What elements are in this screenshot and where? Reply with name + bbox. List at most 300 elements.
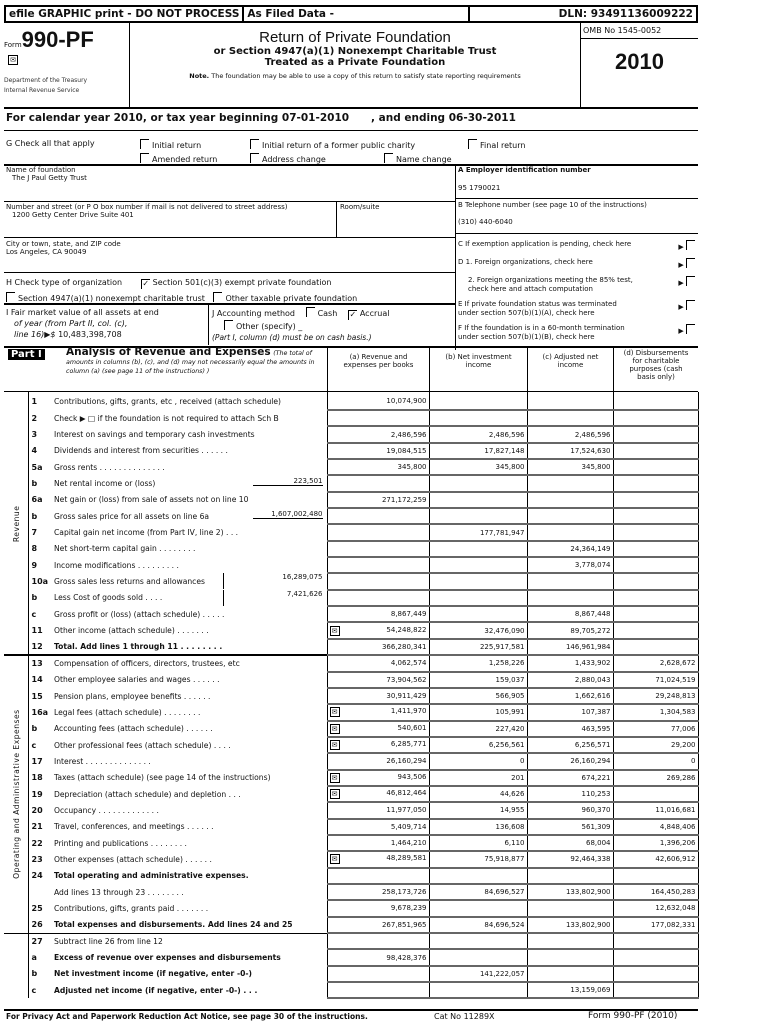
checkbox-cash[interactable]: Cash [306,309,338,318]
side-label-blank [4,933,28,998]
col-a-value [327,508,429,524]
col-a-value [327,786,429,802]
col-c-amount: 6,256,571 [574,741,611,750]
table-row [4,672,698,688]
col-a-value [327,721,429,737]
checkbox-amended-return[interactable]: Amended return [140,153,217,164]
col-d-amount: 1,396,206 [659,839,696,848]
tax-year: 2010 [615,49,664,74]
col-d-value [613,868,698,884]
col-b-value [429,900,527,916]
line-label [52,819,327,835]
col-a-amount: 26,160,294 [386,757,427,766]
col-c-amount: 92,464,338 [570,855,611,864]
line-label [52,426,327,442]
col-a-amount: 366,280,341 [381,642,427,651]
col-a-value [327,819,429,835]
line-number: 25 [31,903,43,913]
checkbox-final-return[interactable]: Final return [468,139,525,150]
col-d-value [613,606,698,622]
street-address: 1200 Getty Center Drive Suite 401 [12,211,134,219]
col-c-value [527,426,613,442]
name-label: Name of foundation [6,166,76,174]
fmv-label-1: I Fair market value of all assets at end [6,308,159,317]
line-label [52,835,327,851]
col-c-amount: 2,880,043 [574,675,611,684]
table-row [4,622,698,638]
col-c-amount: 24,364,149 [570,544,611,553]
line-label-text: Other employee salaries and wages . . . . . . [54,675,220,685]
line-number: 13 [31,659,43,669]
line-number: 2 [31,413,38,423]
table-row [4,819,698,835]
line-number: b [31,724,38,734]
col-a-value [327,492,429,508]
col-c-amount: 110,253 [581,790,611,799]
col-c-amount: 1,662,616 [574,692,611,701]
col-d-value [613,622,698,638]
col-c-amount: 2,486,596 [574,430,611,439]
col-a-amount: 11,977,050 [386,806,427,815]
col-c-value [527,492,613,508]
table-row [4,868,698,884]
col-a-value [327,851,429,867]
col-d-amount: 42,606,912 [655,855,696,864]
col-a-amount: 943,506 [397,772,427,781]
col-a-value [327,704,429,720]
line-label-text: Pension plans, employee benefits . . . . . . [54,691,211,701]
table-row [4,557,698,573]
col-c-value [527,639,613,655]
attach-schedule-icon[interactable]: ✉ [330,854,340,864]
dept-treasury: Department of the Treasury [4,77,88,84]
table-row [4,753,698,769]
col-d-value [613,688,698,704]
foundation-name: The J Paul Getty Trust [12,174,87,182]
line-label-text: Check ▶ □ if the foundation is not required to attach Sch B [54,413,279,423]
line-label [52,508,327,524]
col-a-amount: 19,084,515 [386,446,427,455]
attach-schedule-icon[interactable]: ✉ [330,707,340,717]
col-b-value [429,966,527,982]
col-b-value [429,590,527,606]
side-label-expenses: Operating and Administrative Expenses [4,655,28,933]
col-d-value [613,590,698,606]
col-d-value [613,966,698,982]
col-b-value [429,655,527,671]
col-c-value [527,802,613,818]
check-f[interactable]: F If the foundation is in a 60-month termination under section 507(b)(1)(B), check here ▶ [458,324,698,342]
form-subtitle-1: or Section 4947(a)(1) Nonexempt Charitable Trust [213,46,497,57]
col-b-amount: 75,918,877 [484,855,525,864]
line-label-text: Occupancy . . . . . . . . . . . . . [54,805,159,815]
col-c-value [527,917,613,933]
checkbox-other-method[interactable]: Other (specify) _ [212,320,389,332]
col-b-value [429,982,527,998]
col-b-value [429,949,527,965]
checkbox-initial-return[interactable]: Initial return [140,139,201,150]
col-b-value [429,884,527,900]
line-label-text: Gross sales less returns and allowances [54,577,205,587]
col-b-value [429,492,527,508]
col-d-amount: 4,848,406 [659,822,696,831]
line-label-text: Legal fees (attach schedule) . . . . . . . . [54,707,201,717]
attach-schedule-icon[interactable]: ✉ [330,789,340,799]
line-label [52,982,327,998]
form-word: Form [4,41,22,49]
col-c-value [527,884,613,900]
col-c-value [527,606,613,622]
line-number: b [31,511,38,521]
col-d-header: (d) Disbursements for charitable purposes (cash basis only) [613,348,698,392]
table-row [4,884,698,900]
col-b-value [429,672,527,688]
line-label-text: Other income (attach schedule) . . . . . . . [54,626,209,636]
col-a-value [327,655,429,671]
col-c-amount: 3,778,074 [574,561,611,570]
street-label: Number and street (or P O box number if mail is not delivered to street address) [6,203,288,211]
line-label [52,966,327,982]
check-g-label: G Check all that apply [6,139,95,148]
col-c-amount: 26,160,294 [570,757,611,766]
line-number: 24 [31,871,43,881]
col-d-value [613,819,698,835]
line-label-text: Less Cost of goods sold . . . . [54,593,163,603]
table-row [4,655,698,671]
fmv-label-3: line 16)▶$ [14,330,56,339]
col-d-value [613,639,698,655]
line-label-text: Contributions, gifts, grants paid . . . . . . . [54,903,209,913]
line-number: 27 [31,936,43,946]
col-b-amount: 32,476,090 [484,626,525,635]
col-b-value [429,426,527,442]
line-label [52,392,327,410]
h-label: H Check type of organization [6,278,123,287]
line-label [52,900,327,916]
table-row [4,835,698,851]
table-row [4,492,698,508]
col-a-amount: 1,411,970 [390,707,427,716]
fmv-value: 10,483,398,708 [58,330,122,339]
line-number: 8 [31,544,38,554]
phone-label: B Telephone number (see page 10 of the instructions) [458,201,647,209]
col-d-value [613,426,698,442]
col-b-value [429,524,527,540]
col-a-value [327,475,429,491]
line-label [52,459,327,475]
col-c-value [527,835,613,851]
table-row [4,443,698,459]
table-row [4,688,698,704]
line-number: b [31,969,38,979]
col-c-value [527,459,613,475]
table-row [4,426,698,442]
ein-label: A Employer identification number [458,166,591,174]
inline-amount: 7,421,626 [223,590,323,606]
line-number: a [31,953,37,963]
table-row [4,606,698,622]
col-b-value [429,443,527,459]
col-b-value [429,835,527,851]
line-label [52,573,327,589]
col-d-value [613,721,698,737]
line-number: 21 [31,822,43,832]
col-a-value [327,459,429,475]
table-row [4,949,698,965]
col-d-value [613,573,698,589]
col-c-value [527,541,613,557]
note-label: Note. [189,72,210,80]
line-number: 9 [31,560,38,570]
col-b-value [429,721,527,737]
col-c-amount: 960,370 [581,806,611,815]
col-c-value [527,868,613,884]
col-b-amount: 84,696,524 [484,920,525,929]
table-row [4,524,698,540]
col-a-value [327,753,429,769]
col-b-value [429,392,527,410]
col-b-value [429,459,527,475]
col-b-amount: 6,110 [504,839,525,848]
line-label [52,721,327,737]
line-label [52,557,327,573]
col-b-value [429,704,527,720]
attach-schedule-icon[interactable]: ✉ [330,626,340,636]
col-b-value [429,917,527,933]
col-c-amount: 8,867,448 [574,610,611,619]
table-row [4,900,698,916]
attach-schedule-icon[interactable]: ✉ [330,740,340,750]
col-d-value [613,933,698,949]
col-d-value [613,392,698,410]
col-d-amount: 1,304,583 [659,708,696,717]
checkbox-name-change[interactable]: Name change [384,153,452,164]
col-c-value [527,949,613,965]
col-d-amount: 2,628,672 [659,659,696,668]
line-label-text: Accounting fees (attach schedule) . . . . . . [54,724,213,734]
col-b-amount: 227,420 [495,724,525,733]
tax-year-line: For calendar year 2010, or tax year beginning 07-01-2010 , and ending 06-30-2011 [6,112,516,124]
line-label-text: Total. Add lines 1 through 11 . . . . . . . . [54,641,223,651]
checkbox-accrual[interactable]: ✓ Accrual [349,309,390,319]
table-row [4,392,698,410]
form-title: Return of Private Foundation [259,29,451,46]
col-d-amount: 177,082,331 [650,920,696,929]
col-a-value [327,541,429,557]
col-c-value [527,392,613,410]
col-c-value [527,982,613,998]
line-label-text: Gross profit or (loss) (attach schedule) . . . . . [54,609,225,619]
col-d-value [613,541,698,557]
col-a-amount: 30,911,429 [386,692,427,701]
col-a-value [327,557,429,573]
line-number: 3 [31,430,38,440]
check-d2[interactable]: 2. Foreign organizations meeting the 85% test, check here and attach computation ▶ [458,276,698,294]
col-b-amount: 201 [511,773,525,782]
line-label [52,541,327,557]
cash-basis-note: (Part I, column (d) must be on cash basis.) [212,333,372,342]
col-c-value [527,475,613,491]
col-c-value [527,508,613,524]
line-label-text: Depreciation (attach schedule) and depletion . . . [54,789,241,799]
table-row [4,933,698,949]
check-d1[interactable]: D 1. Foreign organizations, check here ▶ [458,258,698,270]
attach-schedule-icon[interactable]: ✉ [330,773,340,783]
col-c-value [527,443,613,459]
line-label [52,868,327,884]
col-a-header: (a) Revenue and expenses per books [327,348,429,392]
checkbox-initial-former-public[interactable]: Initial return of a former public charity [250,139,415,150]
form-subtitle-2: Treated as a Private Foundation [264,57,446,68]
col-d-value [613,492,698,508]
attach-schedule-icon[interactable]: ✉ [330,724,340,734]
col-d-amount: 71,024,519 [655,675,696,684]
line-number [28,884,52,900]
table-row [4,704,698,720]
col-d-value [613,900,698,916]
col-d-value [613,410,698,426]
col-c-value [527,819,613,835]
side-label-revenue: Revenue [4,392,28,655]
col-d-amount: 164,450,283 [650,888,696,897]
col-a-amount: 6,285,771 [390,740,427,749]
privacy-notice: For Privacy Act and Paperwork Reduction Act Notice, see page 30 of the instructions. [6,1012,368,1021]
line-label [52,917,327,933]
form-number: 990-PF [21,27,94,52]
col-a-value [327,835,429,851]
line-number: 1 [31,396,38,406]
line-number: 10a [31,577,49,587]
col-d-value [613,770,698,786]
line-number: 11 [31,626,43,636]
col-a-amount: 46,812,464 [386,789,427,798]
col-b-amount: 105,991 [495,708,525,717]
form-header [4,23,698,109]
table-row [4,590,698,606]
check-e[interactable]: E If private foundation status was terminated under section 507(b)(1)(A), check here ▶ [458,300,698,318]
col-b-value [429,606,527,622]
col-b-amount: 84,696,527 [484,888,525,897]
line-label [52,770,327,786]
col-c-amount: 107,387 [581,708,611,717]
col-b-value [429,541,527,557]
col-c-value [527,672,613,688]
city-state-zip: Los Angeles, CA 90049 [6,248,87,256]
line-number: 14 [31,675,43,685]
line-label [52,655,327,671]
col-c-header: (c) Adjusted net income [527,348,613,392]
city-label: City or town, state, and ZIP code [6,240,121,248]
dln-label: DLN: 93491136009222 [558,8,693,20]
col-c-amount: 13,159,069 [570,986,611,995]
col-a-value [327,606,429,622]
line-number: 26 [31,920,43,930]
col-d-value [613,704,698,720]
col-b-amount: 17,827,148 [484,446,525,455]
col-b-amount: 44,626 [500,790,525,799]
table-row [4,770,698,786]
line-label-text: Compensation of officers, directors, trustees, etc [54,659,240,669]
line-label [52,606,327,622]
line-label-text: Gross rents . . . . . . . . . . . . . . [54,462,165,472]
line-label [52,786,327,802]
table-row [4,475,698,491]
col-b-value [429,688,527,704]
col-b-amount: 14,955 [500,806,525,815]
room-label: Room/suite [340,203,380,211]
line-number: 15 [31,691,43,701]
efile-label: efile GRAPHIC print - DO NOT PROCESS [6,7,244,21]
col-b-amount: 345,800 [495,463,525,472]
table-row [4,737,698,753]
line-number: 17 [31,756,43,766]
col-d-amount: 29,248,813 [655,692,696,701]
col-b-value [429,737,527,753]
line-number: c [31,740,37,750]
col-b-value [429,819,527,835]
col-a-value [327,933,429,949]
line-number: 5a [31,462,43,472]
checkbox-501c3[interactable]: ✓ Section 501(c)(3) exempt private foundation [142,278,332,288]
checkbox-other-taxable[interactable]: Other taxable private foundation [213,294,357,303]
col-b-value [429,557,527,573]
checkbox-4947[interactable]: Section 4947(a)(1) nonexempt charitable trust [6,294,205,303]
col-d-value [613,672,698,688]
col-a-value [327,884,429,900]
col-b-value [429,933,527,949]
attachment-icon: ✉ [8,55,18,65]
col-a-value [327,622,429,638]
col-a-value [327,392,429,410]
col-c-amount: 133,802,900 [565,888,611,897]
checkbox-address-change[interactable]: Address change [250,153,326,164]
check-c[interactable]: C If exemption application is pending, check here ▶ [458,240,698,252]
line-label-text: Total expenses and disbursements. Add lines 24 and 25 [54,920,293,930]
table-row [4,966,698,982]
col-a-amount: 9,678,239 [390,904,427,913]
col-c-value [527,851,613,867]
col-c-value [527,557,613,573]
col-b-amount: 6,256,561 [488,741,525,750]
inline-amount: 1,607,002,480 [253,510,323,519]
line-number: 22 [31,838,43,848]
table-row [4,639,698,655]
col-a-amount: 345,800 [397,463,427,472]
line-label [52,443,327,459]
col-b-amount: 225,917,581 [479,642,525,651]
col-a-value [327,639,429,655]
line-label-text: Printing and publications . . . . . . . . [54,838,187,848]
col-b-value [429,475,527,491]
irs: Internal Revenue Service [4,87,80,94]
col-a-value [327,524,429,540]
col-c-amount: 1,433,902 [574,659,611,668]
col-b-amount: 177,781,947 [479,528,525,537]
col-c-amount: 674,221 [581,773,611,782]
table-row [4,786,698,802]
line-label-text: Other professional fees (attach schedule) . . . . [54,740,231,750]
line-label [52,753,327,769]
col-b-value [429,851,527,867]
col-a-value [327,590,429,606]
line-label [52,704,327,720]
line-label-text: Subtract line 26 from line 12 [54,936,163,946]
col-d-value [613,917,698,933]
line-label-text: Total operating and administrative expenses. [54,871,249,881]
col-d-value [613,459,698,475]
col-d-value [613,786,698,802]
col-c-value [527,753,613,769]
